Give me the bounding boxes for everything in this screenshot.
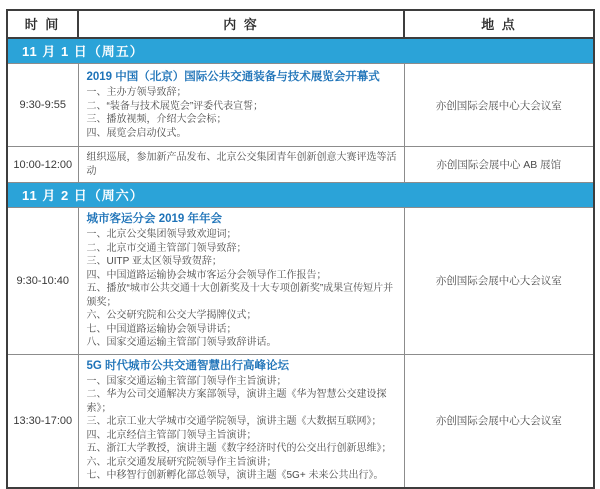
event-item: 三、UITP 亚太区领导致贺辞；: [86, 256, 222, 267]
event-item: 三、北京工业大学城市交通学院领导，演讲主题《大数据互联网》；: [86, 416, 382, 427]
event-item: 四、展览会启动仪式。: [86, 127, 187, 139]
event-item: 七、中移智行创新孵化部总领导，演讲主题《5G+ 未来公共出行》。: [86, 470, 384, 481]
row-location: 亦创国际会展中心 AB 展馆: [404, 147, 594, 183]
schedule-row: [7, 147, 594, 183]
event-item: 五、浙江大学教授，演讲主题《数字经济时代的公交出行创新思维》；: [86, 443, 392, 454]
event-item: 四、北京经信主管部门领导主旨演讲；: [86, 429, 257, 441]
col-header-content: 内 容: [78, 10, 404, 38]
schedule-page: [6, 9, 595, 489]
schedule-row: [7, 208, 594, 355]
header-row: [7, 10, 594, 38]
schedule-row: [7, 64, 594, 147]
event-item: 六、北京交通发展研究院领导作主旨演讲；: [86, 456, 277, 468]
event-item: 四、中国道路运输协会城市客运分会领导作工作报告；: [86, 269, 327, 281]
event-item: 八、国家交通运输主管部门领导致辞讲话。: [86, 337, 277, 348]
event-item: 二、北京市交通主管部门领导致辞；: [86, 242, 247, 254]
row-time: 9:30-9:55: [7, 64, 78, 147]
event-title: 城市客运分会 2019 年年会: [86, 213, 222, 225]
schedule-table-body: [7, 38, 594, 488]
event-item: 组织巡展，参加新产品发布、北京公交集团青年创新创意大赛评选等活动: [86, 152, 397, 177]
section-row: [7, 183, 594, 208]
row-location: 亦创国际会展中心大会议室: [404, 64, 594, 147]
section-date-bar: 11 月 2 日（周六）: [7, 183, 594, 208]
row-time: 9:30-10:40: [7, 208, 78, 355]
row-location: 亦创国际会展中心大会议室: [404, 354, 594, 488]
event-item: 一、主办方领导致辞；: [86, 87, 187, 98]
col-header-time: 时 间: [7, 10, 78, 38]
event-title: 2019 中国（北京）国际公共交通装备与技术展览会开幕式: [86, 71, 380, 83]
event-item: 一、北京公交集团领导致欢迎词；: [86, 229, 237, 240]
schedule-table: [6, 9, 595, 489]
col-header-location: 地 点: [404, 10, 594, 38]
event-item: 三、播放视频，介绍大会会标；: [86, 114, 227, 125]
section-date-bar: 11 月 1 日（周五）: [7, 38, 594, 64]
event-item: 二、“装备与技术展览会”评委代表宣誓；: [86, 100, 264, 112]
event-item: 二、华为公司交通解决方案部领导，演讲主题《华为智慧公交建设探索》；: [86, 389, 387, 414]
event-item: 七、中国道路运输协会领导讲话；: [86, 323, 237, 335]
event-title: 5G 时代城市公共交通智慧出行高峰论坛: [86, 359, 290, 372]
event-item: 五、播放“城市公共交通十大创新奖及十大专项创新奖”成果宣传短片并颁奖；: [86, 283, 394, 308]
event-item: 一、国家交通运输主管部门领导作主旨演讲；: [86, 375, 287, 387]
event-item: 六、公交研究院和公交大学揭牌仪式；: [86, 310, 257, 321]
schedule-row: [7, 354, 594, 488]
row-content: [78, 208, 404, 355]
row-location: 亦创国际会展中心大会议室: [404, 208, 594, 355]
row-content: [78, 64, 404, 147]
row-content: [78, 354, 404, 488]
row-time: 10:00-12:00: [7, 147, 78, 183]
row-time: 13:30-17:00: [7, 354, 78, 488]
row-content: [78, 147, 404, 183]
section-row: [7, 38, 594, 64]
